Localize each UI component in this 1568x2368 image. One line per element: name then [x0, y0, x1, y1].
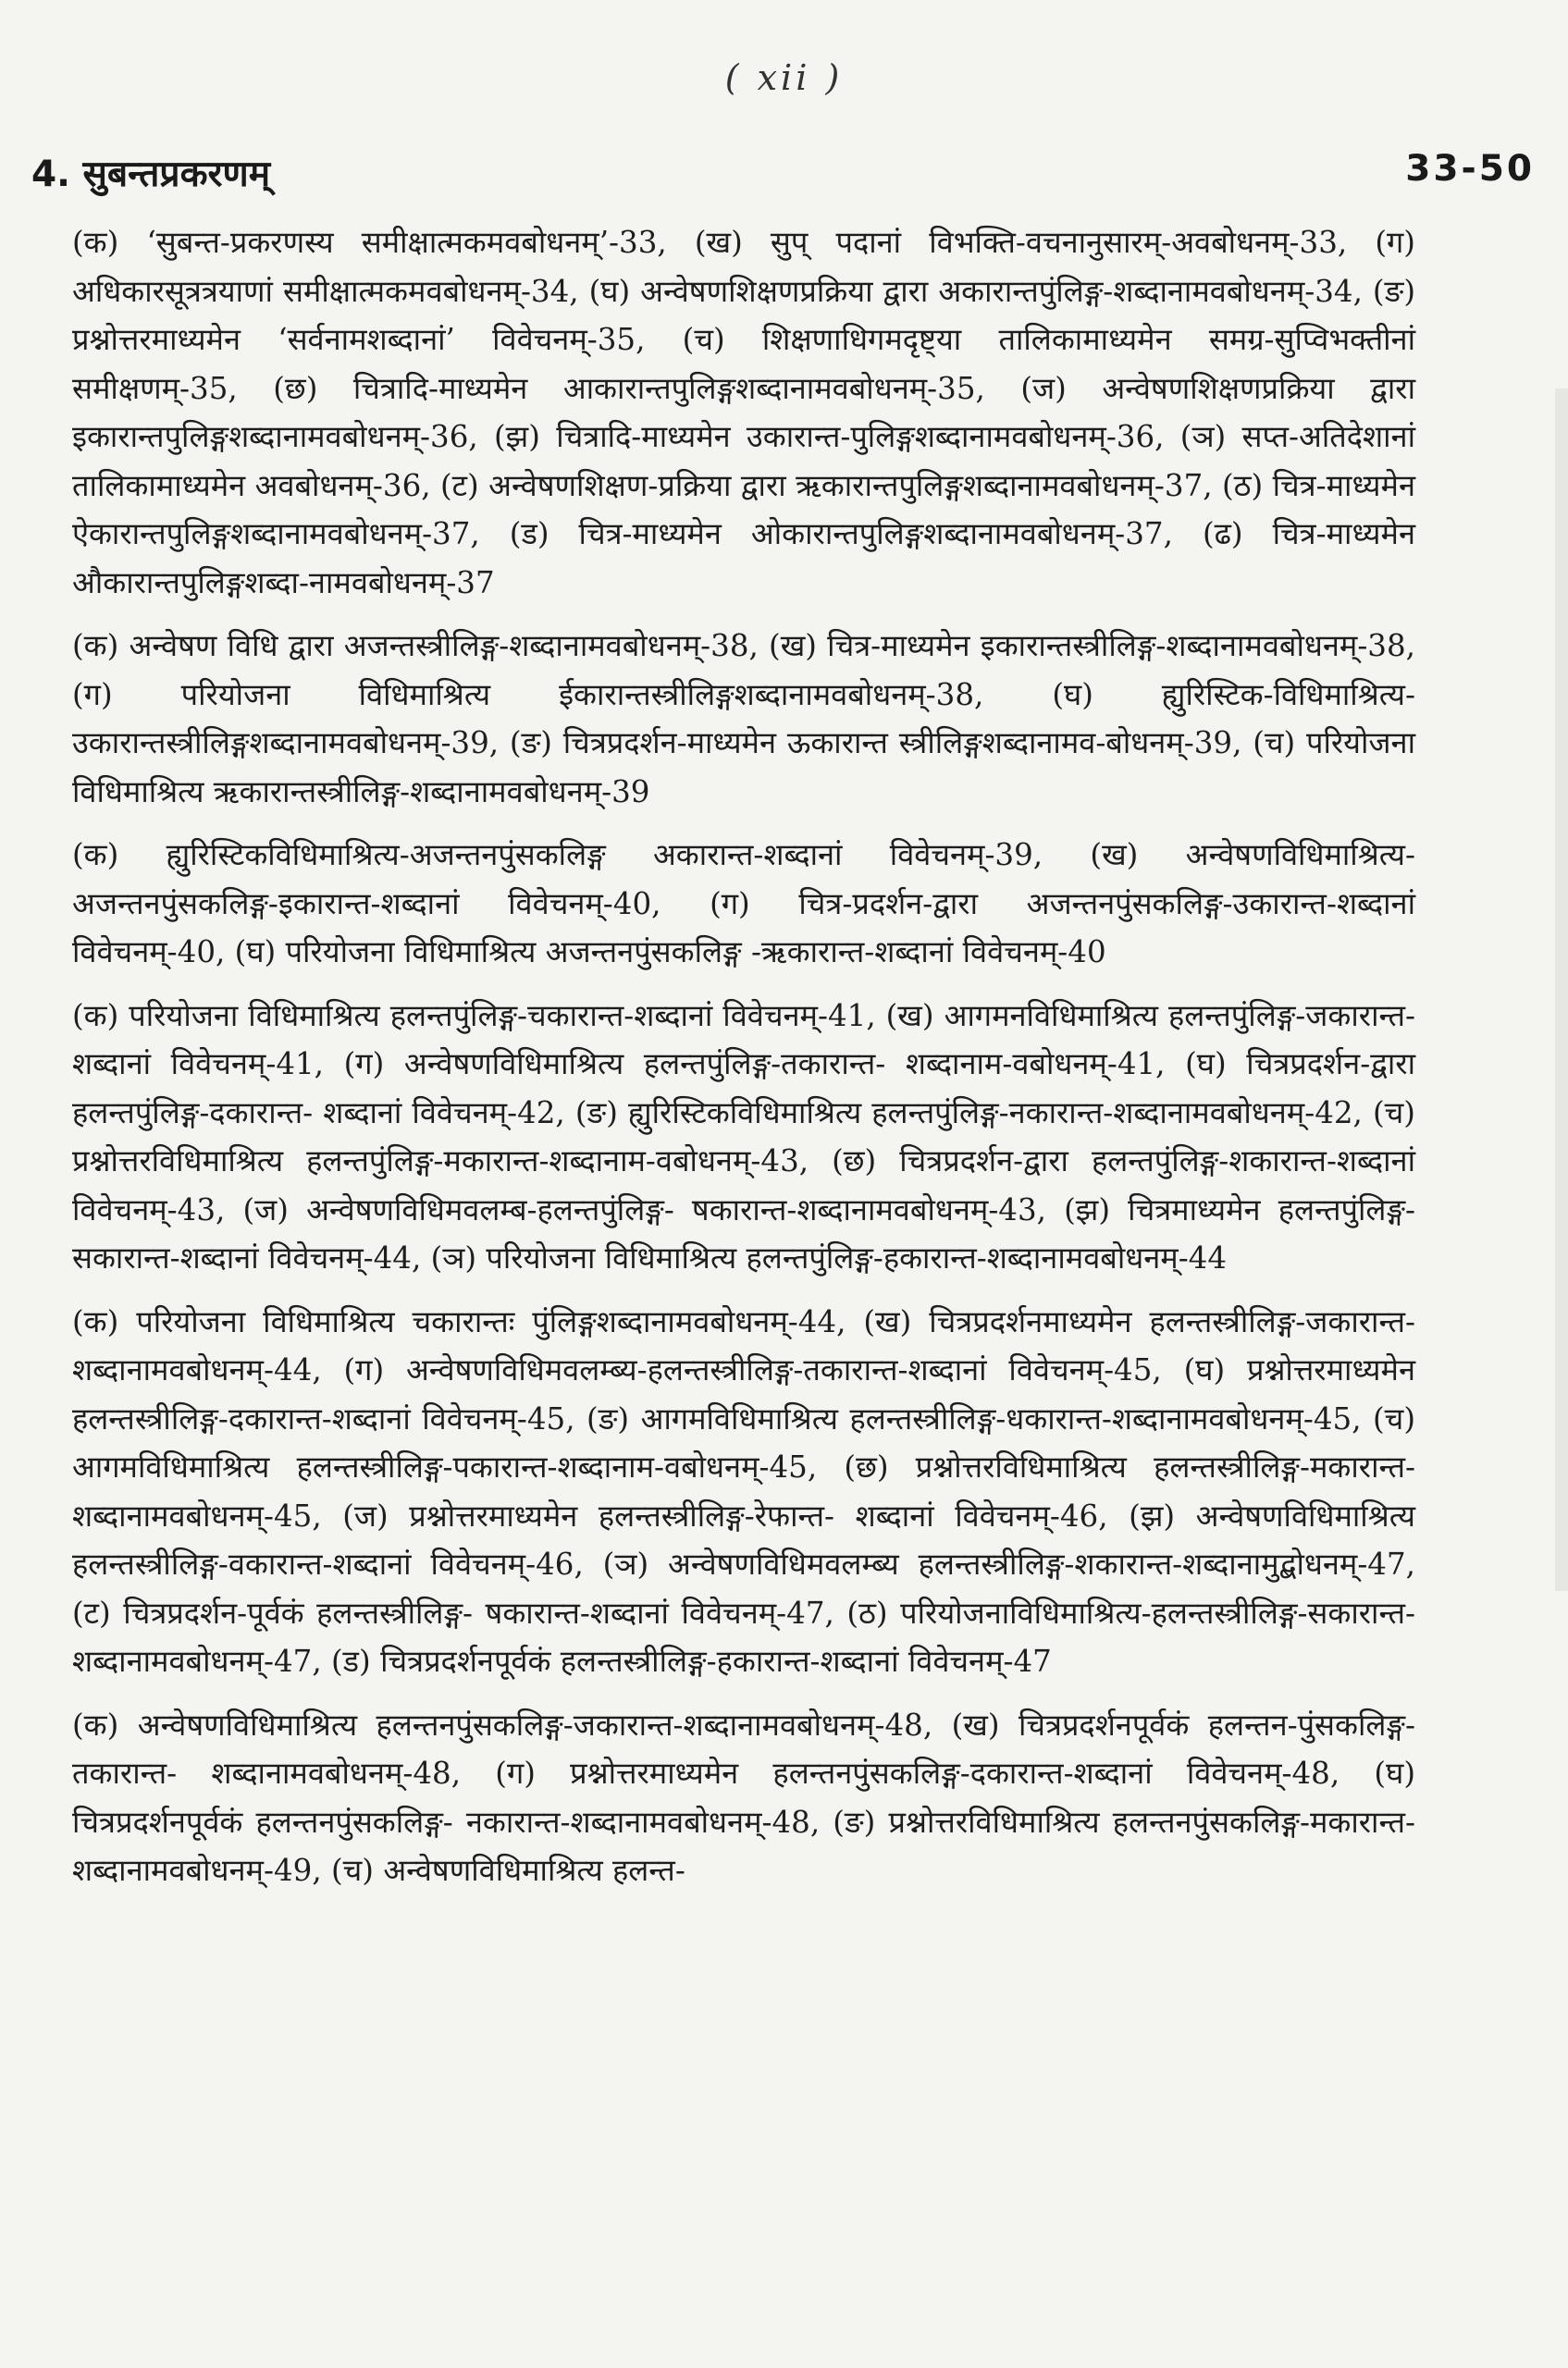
scan-edge-shadow — [1555, 388, 1568, 1591]
section-page-range: 33-50 — [1405, 148, 1535, 190]
section-heading — [31, 148, 1535, 198]
contents-paragraph-2: (क) अन्वेषण विधि द्वारा अजन्तस्त्रीलिङ्ग-शब्दानामवबोधनम्-38, (ख) चित्र-माध्यमेन इकारान्तस्त्रीलिङ्ग-शब्दानामवबोधनम्-38, (ग) परियोजना विधिमाश्रित्य ईकारान्तस्त्रीलिङ्गशब्दानामवबोधनम्-38, (घ) ह्युरिस्टिक-विधिमाश्रित्य-उकारान्तस्त्रीलिङ्गशब्दानामवबोधनम्-39, (ङ) चित्रप्रदर्शन-माध्यमेन ऊकारान्त स्त्रीलिङ्गशब्दानामव-बोधनम्-39, (च) परियोजना विधिमाश्रित्य ऋकारान्तस्त्रीलिङ्ग-शब्दानामवबोधनम्-39 — [72, 628, 1415, 809]
contents-paragraph-4: (क) परियोजना विधिमाश्रित्य हलन्तपुंलिङ्ग-चकारान्त-शब्दानां विवेचनम्-41, (ख) आगमनविधिमाश्रित्य हलन्तपुंलिङ्ग-जकारान्त-शब्दानां विवेचनम्-41, (ग) अन्वेषणविधिमाश्रित्य हलन्तपुंलिङ्ग-तकारान्त- शब्दानाम-वबोधनम्-41, (घ) चित्रप्रदर्शन-द्वारा हलन्तपुंलिङ्ग-दकारान्त- शब्दानां विवेचनम्-42, (ङ) ह्युरिस्टिकविधिमाश्रित्य हलन्तपुंलिङ्ग-नकारान्त-शब्दानामवबोधनम्-42, (च) प्रश्नोत्तरविधिमाश्रित्य हलन्तपुंलिङ्ग-मकारान्त-शब्दानाम-वबोधनम्-43, (छ) चित्रप्रदर्शन-द्वारा हलन्तपुंलिङ्ग-शकारान्त-शब्दानां विवेचनम्-43, (ज) अन्वेषणविधिमवलम्ब-हलन्तपुंलिङ्ग- षकारान्त-शब्दानामवबोधनम्-43, (झ) चित्रमाध्यमेन हलन्तपुंलिङ्ग-सकारान्त-शब्दानां विवेचनम्-44, (ञ) परियोजना विधिमाश्रित्य हलन्तपुंलिङ्ग-हकारान्त-शब्दानामवबोधनम्-44 — [72, 997, 1415, 1276]
contents-body — [72, 218, 1415, 1910]
page-number: ( xii ) — [724, 57, 844, 98]
contents-paragraph-5: (क) परियोजना विधिमाश्रित्य चकारान्तः पुंलिङ्गशब्दानामवबोधनम्-44, (ख) चित्रप्रदर्शनमाध्यमेन हलन्तस्त्रीलिङ्ग-जकारान्त-शब्दानामवबोधनम्-44, (ग) अन्वेषणविधिमवलम्ब्य-हलन्तस्त्रीलिङ्ग-तकारान्त-शब्दानां विवेचनम्-45, (घ) प्रश्नोत्तरमाध्यमेन हलन्तस्त्रीलिङ्ग-दकारान्त-शब्दानां विवेचनम्-45, (ङ) आगमविधिमाश्रित्य हलन्तस्त्रीलिङ्ग-धकारान्त-शब्दानामवबोधनम्-45, (च) आगमविधिमाश्रित्य हलन्तस्त्रीलिङ्ग-पकारान्त-शब्दानाम-वबोधनम्-45, (छ) प्रश्नोत्तरविधिमाश्रित्य हलन्तस्त्रीलिङ्ग-मकारान्त-शब्दानामवबोधनम्-45, (ज) प्रश्नोत्तरमाध्यमेन हलन्तस्त्रीलिङ्ग-रेफान्त- शब्दानां विवेचनम्-46, (झ) अन्वेषणविधिमाश्रित्य हलन्तस्त्रीलिङ्ग-वकारान्त-शब्दानां विवेचनम्-46, (ञ) अन्वेषणविधिमवलम्ब्य हलन्तस्त्रीलिङ्ग-शकारान्त-शब्दानामुद्बोधनम्-47, (ट) चित्रप्रदर्शन-पूर्वकं हलन्तस्त्रीलिङ्ग- षकारान्त-शब्दानां विवेचनम्-47, (ठ) परियोजनाविधिमाश्रित्य-हलन्तस्त्रीलिङ्ग-सकारान्त-शब्दानामवबोधनम्-47, (ड) चित्रप्रदर्शनपूर्वकं हलन्तस्त्रीलिङ्ग-हकारान्त-शब्दानां विवेचनम्-47 — [72, 1303, 1415, 1679]
section-title: 4. सुबन्तप्रकरणम् — [31, 154, 271, 195]
contents-paragraph-3: (क) ह्युरिस्टिकविधिमाश्रित्य-अजन्तनपुंसकलिङ्ग अकारान्त-शब्दानां विवेचनम्-39, (ख) अन्वेषणविधिमाश्रित्य-अजन्तनपुंसकलिङ्ग-इकारान्त-शब्दानां विवेचनम्-40, (ग) चित्र-प्रदर्शन-द्वारा अजन्तनपुंसकलिङ्ग-उकारान्त-शब्दानां विवेचनम्-40, (घ) परियोजना विधिमाश्रित्य अजन्तनपुंसकलिङ्ग -ऋकारान्त-शब्दानां विवेचनम्-40 — [72, 837, 1415, 969]
contents-paragraph-6: (क) अन्वेषणविधिमाश्रित्य हलन्तनपुंसकलिङ्ग-जकारान्त-शब्दानामवबोधनम्-48, (ख) चित्रप्रदर्शनपूर्वकं हलन्तन-पुंसकलिङ्ग-तकारान्त- शब्दानामवबोधनम्-48, (ग) प्रश्नोत्तरमाध्यमेन हलन्तनपुंसकलिङ्ग-दकारान्त-शब्दानां विवेचनम्-48, (घ) चित्रप्रदर्शनपूर्वकं हलन्तनपुंसकलिङ्ग- नकारान्त-शब्दानामवबोधनम्-48, (ङ) प्रश्नोत्तरविधिमाश्रित्य हलन्तनपुंसकलिङ्ग-मकारान्त-शब्दानामवबोधनम्-49, (च) अन्वेषणविधिमाश्रित्य हलन्त- — [72, 1707, 1415, 1888]
contents-paragraph-1: (क) ‘सुबन्त-प्रकरणस्य समीक्षात्मकमवबोधनम्’-33, (ख) सुप् पदानां विभक्ति-वचनानुसारम्-अवबोधनम्-33, (ग) अधिकारसूत्रत्रयाणां समीक्षात्मकमवबोधनम्-34, (घ) अन्वेषणशिक्षणप्रक्रिया द्वारा अकारान्तपुंलिङ्ग-शब्दानामवबोधनम्-34, (ङ) प्रश्नोत्तरमाध्यमेन ‘सर्वनामशब्दानां’ विवेचनम्-35, (च) शिक्षणाधिगमदृष्ट्या तालिकामाध्यमेन समग्र-सुप्विभक्तीनां समीक्षणम्-35, (छ) चित्रादि-माध्यमेन आकारान्तपुलिङ्गशब्दानामवबोधनम्-35, (ज) अन्वेषणशिक्षणप्रक्रिया द्वारा इकारान्तपुलिङ्गशब्दानामवबोधनम्-36, (झ) चित्रादि-माध्यमेन उकारान्त-पुलिङ्गशब्दानामवबोधनम्-36, (ञ) सप्त-अतिदेशानां तालिकामाध्यमेन अवबोधनम्-36, (ट) अन्वेषणशिक्षण-प्रक्रिया द्वारा ऋकारान्तपुलिङ्गशब्दानामवबोधनम्-37, (ठ) चित्र-माध्यमेन ऐकारान्तपुलिङ्गशब्दानामवबोधनम्-37, (ड) चित्र-माध्यमेन ओकारान्तपुलिङ्गशब्दानामवबोधनम्-37, (ढ) चित्र-माध्यमेन औकारान्तपुलिङ्गशब्दा-नामवबोधनम्-37 — [72, 225, 1415, 600]
